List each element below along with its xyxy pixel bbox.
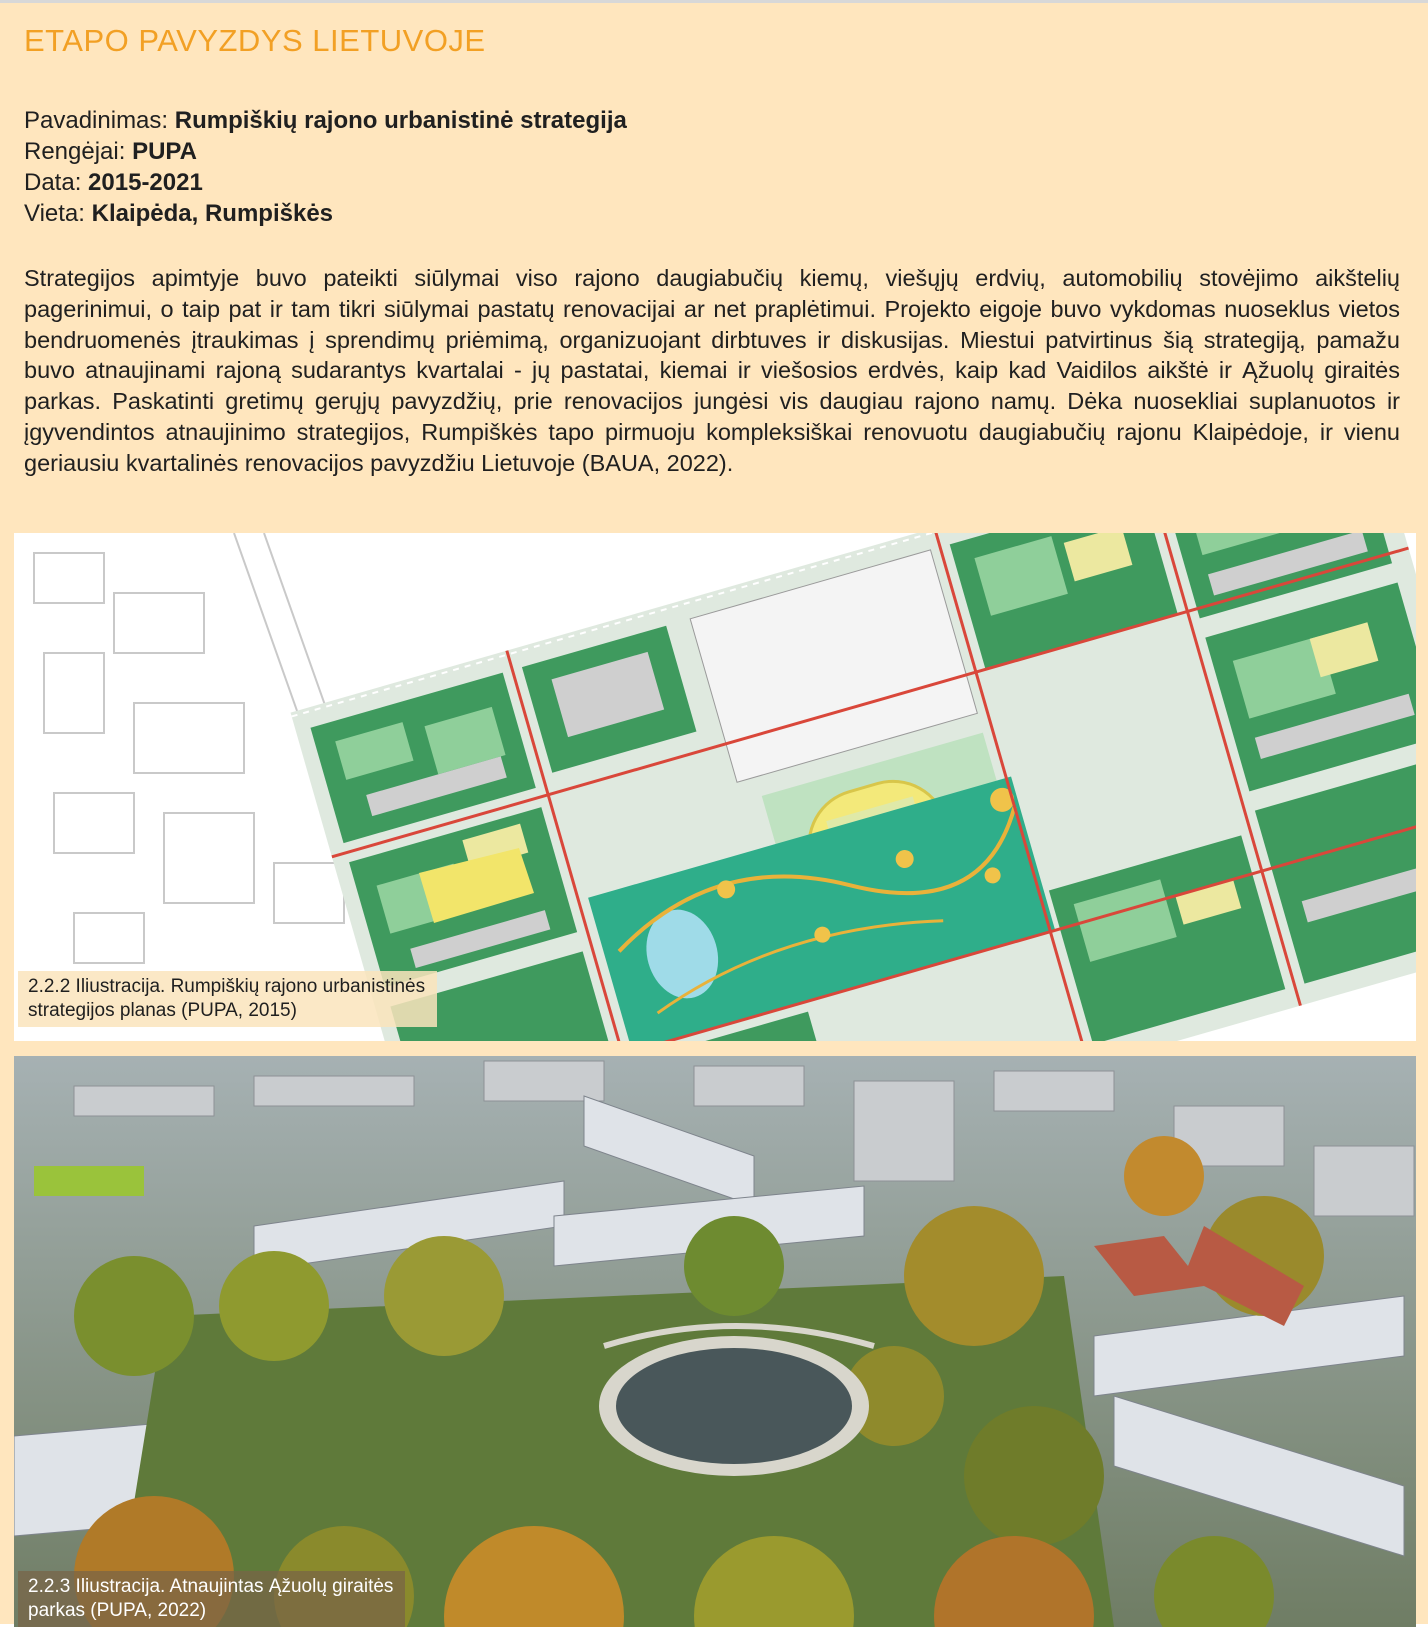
meta-location-label: Vieta: bbox=[24, 200, 85, 227]
meta-location-row bbox=[24, 198, 627, 229]
meta-name-row bbox=[24, 105, 627, 136]
description-paragraph: Strategijos apimtyje buvo pateikti siūlymai viso rajono daugiabučių kiemų, viešųjų erdvių, automobilių stovėjimo aikštelių pagerinimui, o taip pat ir tam tikri siūlymai pastatų renovacijai ar net praplėtimui. Projekto eigoje buvo vykdomas nuoseklus vietos bendruomenės įtraukimas į sprendimų priėmimą, organizuojant dirbtuves ir diskusijas. Miestui patvirtinus šią strategiją, pamažu buvo atnaujinami rajoną sudarantys kvartalai - jų pastatai, kiemai ir viešosios erdvės, kaip kad Vaidilos aikštė ir Ąžuolų giraitės parkas. Paskatinti gretimų gerųjų pavyzdžių, prie renovacijos jungėsi vis daugiau rajono namų. Dėka nuosekliai suplanuotos ir įgyvendintos atnaujinimo strategijos, Rumpiškės tapo pirmuoju kompleksiškai renovuotu daugiabučių rajonu Klaipėdoje, ir vienu geriausiu kvartalinės renovacijos pavyzdžiu Lietuvoje (BAUA, 2022). bbox=[24, 265, 1400, 476]
photo-caption-line1: 2.2.3 Iliustracija. Atnaujintas Ąžuolų giraitės bbox=[28, 1576, 394, 1597]
meta-name-value: Rumpiškių rajono urbanistinė strategija bbox=[174, 107, 627, 134]
meta-authors-label: Rengėjai: bbox=[24, 138, 126, 165]
meta-date-row bbox=[24, 167, 627, 198]
strategy-plan-image bbox=[14, 533, 1416, 1041]
park-aerial-photo bbox=[14, 1056, 1416, 1627]
park-photo-figure bbox=[14, 1056, 1416, 1627]
plan-caption bbox=[18, 971, 437, 1027]
meta-location-value: Klaipėda, Rumpiškės bbox=[91, 200, 334, 227]
meta-date-value: 2015-2021 bbox=[88, 169, 203, 196]
photo-caption-line2: parkas (PUPA, 2022) bbox=[28, 1600, 207, 1621]
meta-date-label: Data: bbox=[24, 169, 82, 196]
project-meta bbox=[24, 105, 627, 229]
meta-authors-value: PUPA bbox=[132, 138, 197, 165]
section-heading: ETAPO PAVYZDYS LIETUVOJE bbox=[24, 23, 486, 58]
plan-caption-line2: strategijos planas (PUPA, 2015) bbox=[28, 1000, 297, 1021]
meta-name-label: Pavadinimas: bbox=[24, 107, 169, 134]
strategy-plan-figure bbox=[14, 533, 1416, 1041]
plan-caption-line1: 2.2.2 Iliustracija. Rumpiškių rajono urbanistinės bbox=[28, 976, 426, 997]
photo-caption bbox=[18, 1571, 405, 1627]
meta-authors-row bbox=[24, 136, 627, 167]
